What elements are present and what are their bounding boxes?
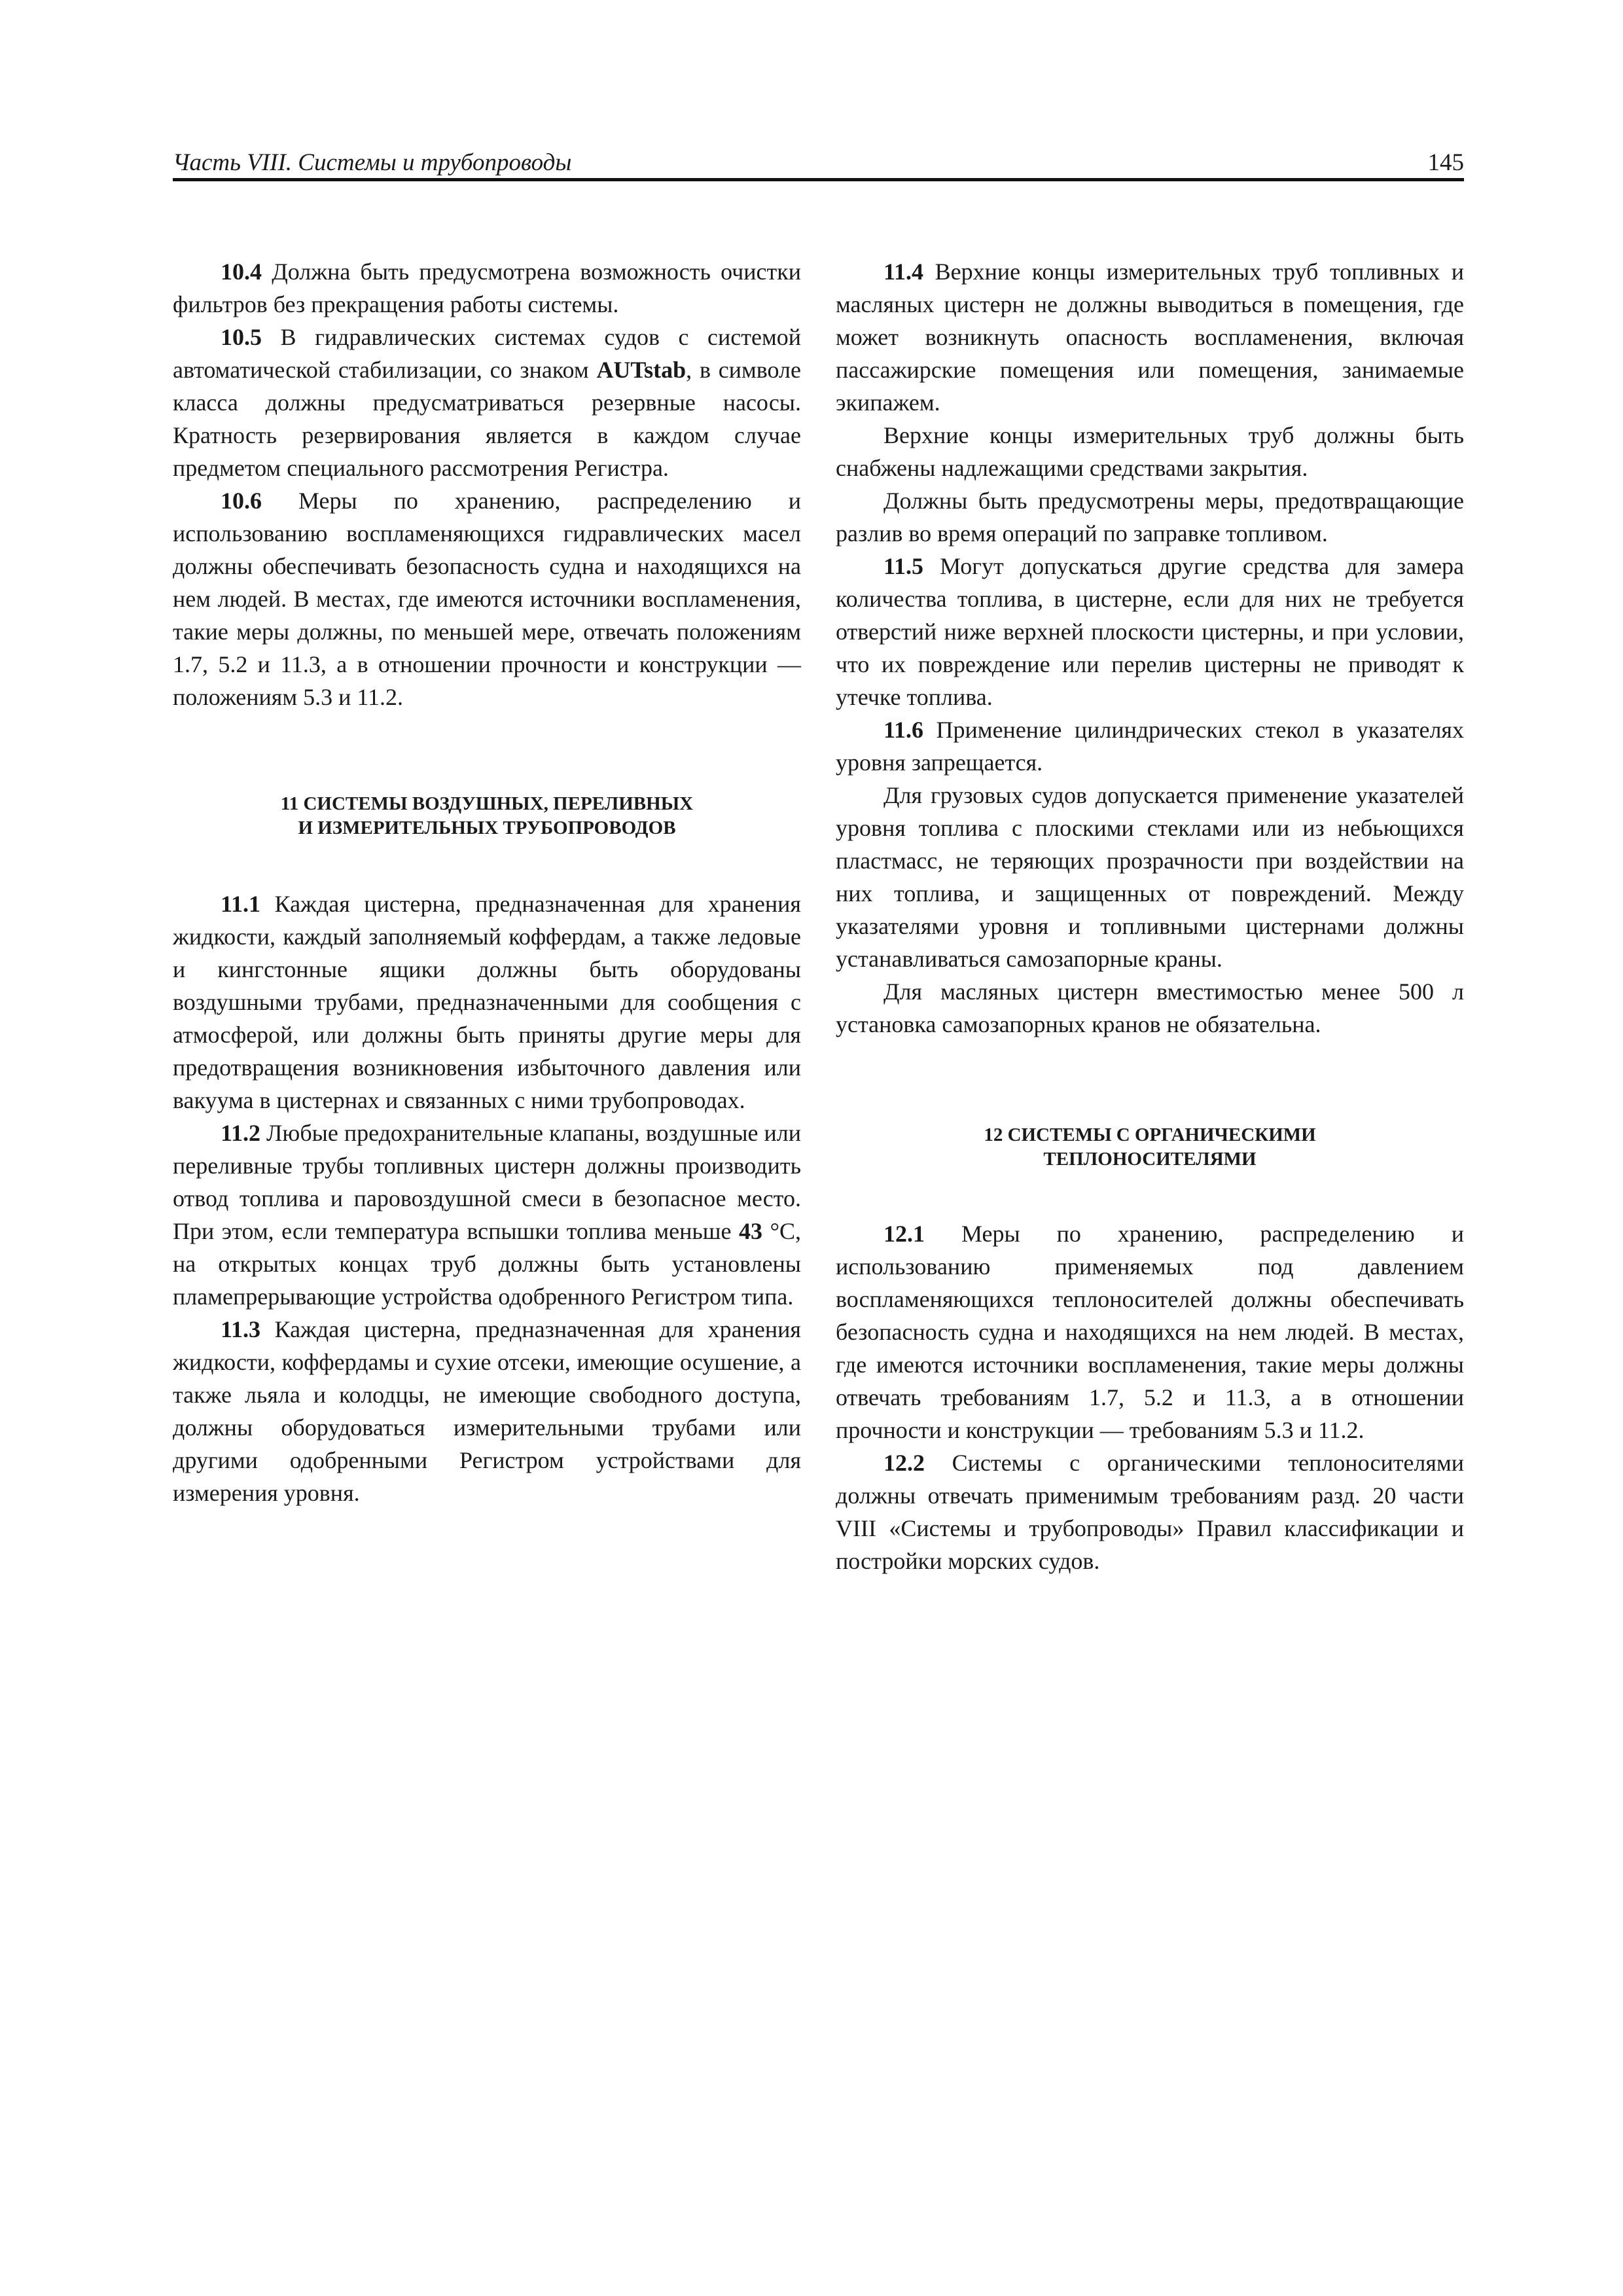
section-heading-line: И ИЗМЕРИТЕЛЬНЫХ ТРУБОПРОВОДОВ [298, 817, 676, 838]
paragraph-11-4-c: Должны быть предусмотрены меры, предотвращающие разлив во время операций по заправке топливом. [836, 488, 1464, 547]
clause-number: 10.6 [221, 488, 262, 514]
clause-number: 11.2 [221, 1120, 261, 1146]
class-notation: AUTstab [596, 357, 687, 383]
paragraph-11-3 [173, 1313, 801, 1509]
paragraph-11-5 [836, 550, 1464, 713]
section-heading-line: 11 СИСТЕМЫ ВОЗДУШНЫХ, ПЕРЕЛИВНЫХ [280, 793, 694, 814]
paragraph-text: Верхние концы измерительных труб топливных и масляных цистерн не должны выводиться в помещения, где может возникнуть опасность воспламенения, включая пассажирские помещения или помещения, занимаемые экипажем. [836, 259, 1464, 416]
paragraph-text: Должна быть предусмотрена возможность очистки фильтров без прекращения работы системы. [173, 259, 801, 317]
paragraph-12-2 [836, 1446, 1464, 1577]
paragraph-11-1 [173, 888, 801, 1117]
paragraph-10-5 [173, 321, 801, 484]
paragraph-text: Любые предохранительные клапаны, воздушные или переливные трубы топливных цистерн должны производить отвод топлива и паровоздушной смеси в безопасное место. При этом, если температура вспышки топлива меньше [173, 1120, 801, 1244]
paragraph-text: , в символе класса должны предусматриваться резервные насосы. Кратность резервирования является в каждом случае предметом специального рассмотрения Регистра. [173, 357, 801, 481]
paragraph-text: В гидравлических системах судов с системой автоматической стабилизации, со знаком [173, 324, 801, 383]
paragraph-10-6 [173, 484, 801, 713]
paragraph-11-4 [836, 255, 1464, 419]
temperature-value: 43 [739, 1218, 763, 1244]
paragraph-11-6 [836, 713, 1464, 779]
page-number: 145 [1427, 149, 1464, 176]
paragraph-11-6-c: Для масляных цистерн вместимостью менее 500 л установка самозапорных кранов не обязательна. [836, 978, 1464, 1037]
paragraph-text: Применение цилиндрических стекол в указателях уровня запрещается. [836, 717, 1464, 776]
clause-number: 10.5 [221, 324, 262, 350]
section-heading-line: ТЕПЛОНОСИТЕЛЯМИ [1043, 1149, 1257, 1170]
paragraph-text: Могут допускаться другие средства для замера количества топлива, в цистерне, если для них не требуется отверстий ниже верхней плоскости цистерны, и при условии, что их повреждение или перелив цистерны не приводят к утечке топлива. [836, 553, 1464, 710]
clause-number: 11.3 [221, 1316, 261, 1342]
clause-number: 11.1 [221, 891, 261, 917]
section-12-heading [836, 1123, 1464, 1172]
paragraph-11-6-b: Для грузовых судов допускается применение указателей уровня топлива с плоскими стеклами или из небьющихся пластмасс, не теряющих прозрачности при воздействии на них топлива, и защищенных от повреждений. Между указателями уровня и топливными цистернами должны устанавливаться самозапорные краны. [836, 782, 1464, 972]
paragraph-text: Каждая цистерна, предназначенная для хранения жидкости, каждый заполняемый коффердам, а также ледовые и кингстонные ящики должны быть оборудованы воздушными трубами, предназначенными для сообщения с атмосферой, или должны быть приняты другие меры для предотвращения возникновения избыточного давления или вакуума в цистернах и связанных с ними трубопроводах. [173, 891, 801, 1113]
section-11-heading [173, 792, 801, 840]
paragraph-text: Меры по хранению, распределению и использованию воспламеняющихся гидравлических масел должны обеспечивать безопасность судна и находящихся на нем людей. В местах, где имеются источники воспламенения, такие меры должны, по меньшей мере, отвечать положениям 1.7, 5.2 и 11.3, а в отношении прочности и конструкции — положениям 5.3 и 11.2. [173, 488, 801, 710]
clause-number: 10.4 [221, 259, 262, 285]
paragraph-text: Меры по хранению, распределению и использованию применяемых под давлением воспламеняющихся теплоносителей должны обеспечивать безопасность судна и находящихся на нем людей. В местах, где имеются источники воспламенения, такие меры должны отвечать требованиям 1.7, 5.2 и 11.3, а в отношении прочности и конструкции — требованиям 5.3 и 11.2. [836, 1221, 1464, 1443]
section-heading-line: 12 СИСТЕМЫ С ОРГАНИЧЕСКИМИ [984, 1124, 1316, 1145]
running-title: Часть VIII. Системы и трубопроводы [173, 149, 572, 176]
paragraph-text: °С, на открытых концах труб должны быть установлены пламепрерывающие устройства одобренного Регистром типа. [173, 1218, 801, 1310]
paragraph-12-1 [836, 1217, 1464, 1446]
clause-number: 11.5 [883, 553, 924, 579]
clause-number: 12.1 [883, 1221, 925, 1247]
clause-number: 11.6 [883, 717, 924, 743]
right-column [836, 255, 1464, 1577]
paragraph-11-2 [173, 1117, 801, 1313]
paragraph-text: Каждая цистерна, предназначенная для хранения жидкости, коффердамы и сухие отсеки, имеющие осушение, а также льяла и колодцы, не имеющие свободного доступа, должны оборудоваться измерительными трубами или другими одобренными Регистром устройствами для измерения уровня. [173, 1316, 801, 1506]
clause-number: 11.4 [883, 259, 924, 285]
paragraph-text: Системы с органическими теплоносителями должны отвечать применимым требованиям разд. 20 части VIII «Системы и трубопроводы» Правил классификации и постройки морских судов. [836, 1450, 1464, 1574]
paragraph-10-4 [173, 255, 801, 321]
page-header [173, 145, 1464, 181]
paragraph-11-4-b: Верхние концы измерительных труб должны быть снабжены надлежащими средствами закрытия. [836, 422, 1464, 481]
left-column [173, 255, 801, 1509]
clause-number: 12.2 [883, 1450, 925, 1476]
